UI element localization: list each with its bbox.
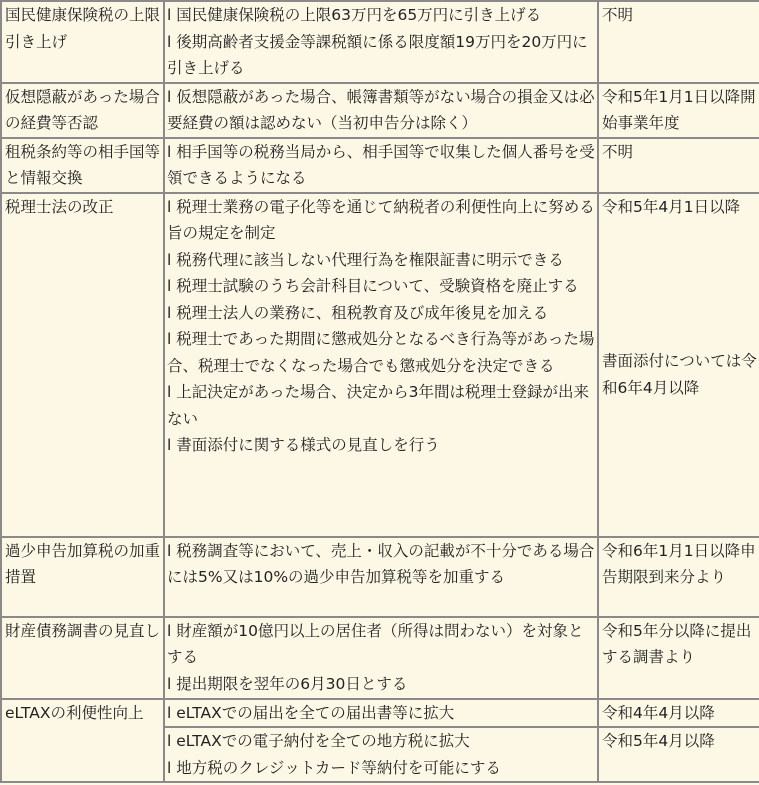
table-row	[1, 617, 759, 699]
detail-item: l 税理士法人の業務に、租税教育及び成年後見を加える	[167, 303, 549, 322]
detail-item: l 後期高齢者支援金等課税額に係る限度額19万円を20万円に引き上げる	[167, 32, 588, 77]
effective-date-cell	[598, 193, 759, 537]
details-cell	[164, 138, 598, 193]
effective-date-note: 書面添付については令和6年4月以降	[602, 352, 757, 397]
detail-item: l eLTAXでの電子納付を全ての地方税に拡大	[167, 732, 470, 750]
topic-cell: 税理士法の改正	[1, 193, 164, 537]
effective-date: 令和5年4月1日以降	[602, 197, 741, 216]
detail-item: l 財産額が10億円以上の居住者（所得は問わない）を対象とする	[167, 621, 584, 666]
details-cell	[164, 193, 598, 537]
detail-item: l 税理士業務の電子化等を通じて納税者の利便性向上に努める旨の規定を制定	[167, 197, 595, 242]
effective-date-cell: 令和5年4月以降	[598, 727, 759, 782]
topic-cell: eLTAXの利便性向上	[1, 699, 164, 783]
topic-cell: 過少申告加算税の加重措置	[1, 537, 164, 617]
details-cell	[164, 537, 598, 617]
effective-date-cell: 令和5年分以降に提出する調書より	[598, 617, 759, 699]
detail-item: l 地方税のクレジットカード等納付を可能にする	[167, 758, 501, 777]
effective-date-cell: 不明	[598, 138, 759, 193]
detail-item: l 税務代理に該当しない代理行為を権限証書に明示できる	[167, 250, 564, 269]
detail-item: l 税務調査等において、売上・収入の記載が不十分である場合には5%又は10%の過少申告加算税等を加重する	[167, 541, 595, 586]
detail-item: l 書面添付に関する様式の見直しを行う	[167, 436, 440, 454]
table-row	[1, 193, 759, 537]
effective-date-cell: 不明	[598, 1, 759, 83]
detail-item: l 提出期限を翌年の6月30日とする	[167, 674, 408, 693]
topic-cell: 仮想隠蔽があった場合の経費等否認	[1, 83, 164, 138]
details-cell	[164, 727, 598, 782]
effective-date-cell: 令和5年1月1日以降開始事業年度	[598, 83, 759, 138]
effective-date-cell: 令和6年1月1日以降申告期限到来分より	[598, 537, 759, 617]
detail-item: l 相手国等の税務当局から、相手国等で収集した個人番号を受領できるようになる	[167, 142, 595, 187]
detail-item: l 仮想隠蔽があった場合、帳簿書類等がない場合の損金又は必要経費の額は認めない（当初申告分は除く）	[167, 87, 595, 132]
detail-item: l 国民健康保険税の上限63万円を65万円に引き上げる	[167, 6, 542, 24]
table-row	[1, 83, 759, 138]
topic-cell: 租税条約等の相手国等と情報交換	[1, 138, 164, 193]
details-cell	[164, 699, 598, 728]
table-row	[1, 138, 759, 193]
topic-cell: 国民健康保険税の上限引き上げ	[1, 1, 164, 83]
table-row	[1, 699, 759, 728]
details-cell	[164, 617, 598, 699]
detail-item: l 上記決定があった場合、決定から3年間は税理士登録が出来ない	[167, 383, 589, 428]
detail-item: l eLTAXでの届出を全ての届出書等に拡大	[167, 703, 455, 722]
details-cell	[164, 1, 598, 83]
table-row	[1, 537, 759, 617]
effective-date-cell: 令和4年4月以降	[598, 699, 759, 728]
table-row	[1, 1, 759, 83]
topic-cell: 財産債務調書の見直し	[1, 617, 164, 699]
details-cell	[164, 83, 598, 138]
detail-item: l 税理士であった期間に懲戒処分となるべき行為等があった場合、税理士でなくなった場合でも懲戒処分を決定できる	[167, 330, 595, 375]
detail-item: l 税理士試験のうち会計科目について、受験資格を廃止する	[167, 277, 579, 295]
